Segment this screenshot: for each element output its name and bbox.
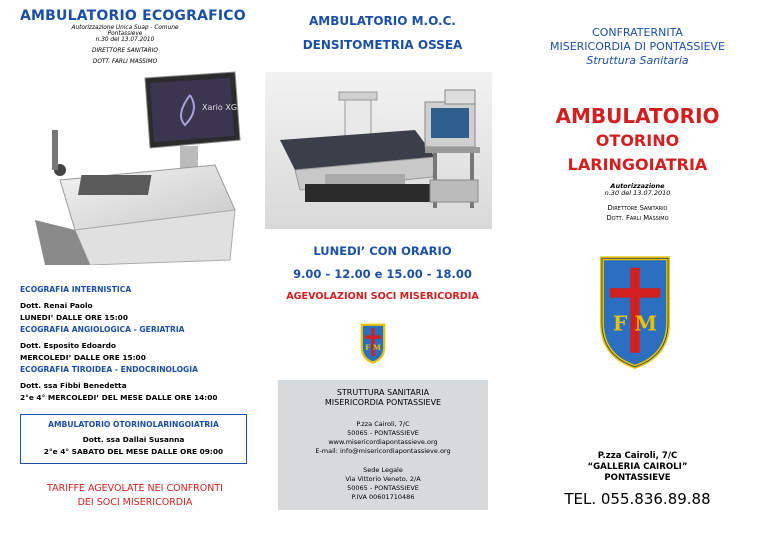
moc-days: LUNEDI’ CON ORARIO (313, 244, 452, 258)
right-director-title: Direttore Sanitario (607, 204, 668, 212)
monitor-text: Xario XG (202, 103, 238, 112)
confraternita-line-2: MISERICORDIA DI PONTASSIEVE (549, 40, 726, 53)
section-schedule: LUNEDI’ DALLE ORE 15:00 (20, 313, 128, 322)
right-director (520, 203, 755, 223)
struttura-info-box (278, 380, 488, 510)
densitometry-machine-image (265, 72, 492, 229)
otorino-box-title: AMBULATORIO OTORINOLARINGOIATRIA (48, 420, 219, 429)
auth-line-1: Autorizzazione Unica Suap - Comune Pontassieve (71, 25, 179, 37)
misericordia-small-shield-icon (359, 322, 387, 364)
exam-sections (20, 285, 250, 402)
confraternita-header (520, 26, 755, 68)
section-title: ECOGRAFIA TIROIDEA - ENDOCRINOLOGIA (20, 365, 198, 374)
laringoiatria-title: LARINGOIATRIA (567, 155, 708, 174)
svg-text:F M: F M (612, 311, 658, 336)
otorino-box-doctor: Dott. ssa Dallai Susanna (82, 435, 185, 444)
right-address (520, 451, 755, 484)
struttura-website[interactable]: www.misericordiapontassieve.org (328, 438, 438, 446)
otorino-box-schedule: 2°e 4° SABATO DEL MESE DALLE ORE 09:00 (43, 447, 224, 456)
right-address-line-3: PONTASSIEVE (604, 473, 671, 483)
telephone-number[interactable]: TEL. 055.836.89.88 (564, 490, 711, 508)
densitometria-title: DENSITOMETRIA OSSEA (302, 38, 463, 52)
confraternita-line-1: CONFRATERNITA (592, 26, 683, 39)
section-schedule: MERCOLEDI’ DALLE ORE 15:00 (20, 353, 146, 362)
struttura-line-1: STRUTTURA SANITARIA (336, 388, 430, 397)
section-title: ECOGRAFIA ANGIOLOGICA - GERIATRIA (20, 325, 185, 334)
svg-text:F M: F M (365, 343, 381, 352)
sede-legale-address-2: 50065 - PONTASSIEVE (347, 484, 419, 492)
right-director-name: Dott. Farli Massimo (606, 214, 669, 222)
misericordia-large-shield-icon (594, 252, 676, 370)
section-schedule: 2°e 4° MERCOLEDI’ DEL MESE DALLE ORE 14:00 (20, 393, 218, 402)
sede-legale-title: Sede Legale (363, 466, 403, 474)
struttura-address-1: P.zza Cairoli, 7/C (356, 420, 410, 428)
struttura-sanitaria-label: Struttura Sanitaria (586, 54, 689, 67)
section-title: ECOGRAFIA INTERNISTICA (20, 285, 132, 294)
piva: P.IVA 00601710486 (351, 493, 415, 501)
right-auth-number: n.30 del 13.07.2010 (604, 189, 671, 197)
ambulatorio-title: AMBULATORIO (555, 104, 720, 128)
moc-title: AMBULATORIO M.O.C. (309, 14, 456, 28)
tariffe-line-1: TARIFFE AGEVOLATE NEI CONFRONTI (47, 483, 223, 494)
right-address-line-1: P.zza Cairoli, 7/C (597, 451, 678, 461)
sede-legale-address-1: Via Vittorio Veneto, 2/A (345, 475, 421, 483)
agevolazioni-soci: AGEVOLAZIONI SOCI MISERICORDIA (286, 291, 479, 302)
tariffe-note (20, 482, 250, 510)
auth-line-3: DIRETTORE SANITARIO (91, 48, 158, 54)
struttura-line-2: MISERICORDIA PONTASSIEVE (324, 398, 442, 407)
right-address-line-2: “GALLERIA CAIROLI” (587, 462, 688, 472)
ultrasound-machine-image (30, 70, 245, 265)
struttura-address-2: 50065 - PONTASSIEVE (347, 429, 419, 437)
moc-hours: 9.00 - 12.00 e 15.00 - 18.00 (293, 267, 472, 281)
auth-line-2: n.30 del 13.07.2010 (95, 37, 155, 43)
section-doctor: Dott. Renai Paolo (20, 301, 93, 310)
right-authorization (520, 183, 755, 197)
section-doctor: Dott. Esposito Edoardo (20, 341, 117, 350)
otorino-box (20, 414, 247, 464)
otorino-title: OTORINO (595, 131, 680, 150)
right-auth-title: Autorizzazione (610, 182, 665, 190)
struttura-email[interactable]: E-mail: info@misericordiapontassieve.org (315, 447, 451, 455)
section-doctor: Dott. ssa Fibbi Benedetta (20, 381, 127, 390)
ecografico-title: AMBULATORIO ECOGRAFICO (20, 8, 246, 24)
tariffe-line-2: DEI SOCI MISERICORDIA (77, 497, 193, 508)
auth-line-4: DOTT. FARLI MASSIMO (92, 59, 158, 65)
